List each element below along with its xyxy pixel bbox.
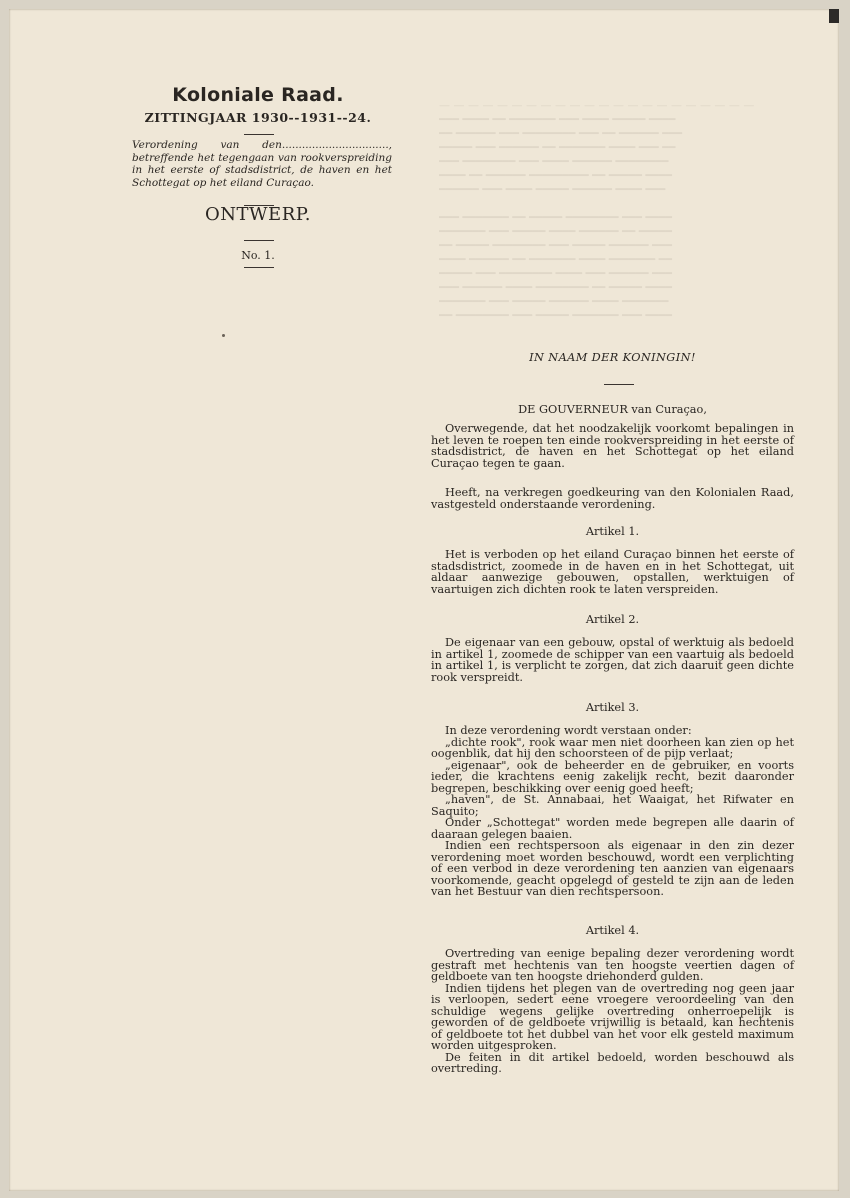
article-1-heading: Artikel 1.	[585, 525, 640, 538]
preamble-paragraph: Overwegende, dat het noodzakelijk voorkomt bepalingen in het leven te roepen ten einde rookverspreiding in het eerste of stadsdistrict, de haven en het Schottegat op het eiland Curaçao tegen te gaan.	[431, 422, 794, 470]
article-3-paragraph: Onder „Schottegat" worden mede begrepen alle daarin of daaraan gelegen baaien.	[431, 816, 794, 841]
draft-rule	[244, 240, 274, 241]
draft-number: No. 1.	[241, 249, 275, 262]
article-4-body	[431, 948, 794, 1075]
article-3-heading: Artikel 3.	[585, 701, 640, 714]
session-year: ZITTINGJAAR 1930--1931--24.	[144, 110, 372, 125]
article-4-paragraph: Overtreding van eenige bepaling dezer verordening wordt gestraft met hechtenis van ten hoogste veertien dagen of geldboete van ten hoogste driehonderd gulden.	[431, 947, 794, 983]
header-rule	[244, 134, 274, 135]
article-4-heading: Artikel 4.	[585, 924, 640, 937]
article-3-body	[431, 725, 794, 898]
article-3-paragraph: „eigenaar", ook de beheerder en de gebruiker, en voorts ieder, die krachtens eenig zakelijk recht, bezit daaronder begrepen, beschikking over eenig goed heeft;	[431, 758, 794, 795]
invocation: IN NAAM DER KONINGIN!	[529, 351, 696, 364]
enactment-paragraph: Heeft, na verkregen goedkeuring van den Kolonialen Raad, vastgesteld onderstaande verordening.	[431, 486, 794, 511]
article-2-paragraph: De eigenaar van een gebouw, opstal of werktuig als bedoeld in artikel 1, zoomede de schipper van een vaartuig als bedoeld in artikel 1, is verplicht te zorgen, dat zich daaruit geen dichte rook verspreidt.	[431, 636, 794, 684]
ordinance-description: Verordening van den................................, betreffende het tegengaan van rookverspreiding in het eerste of stadsdistrict, de haven en het Schottegat op het eiland Curaçao.	[132, 139, 392, 189]
article-3-paragraph: In deze verordening wordt verstaan onder:	[445, 724, 692, 737]
article-4-paragraph: Indien tijdens het plegen van de overtreding nog geen jaar is verloopen, sedert eene vroegere veroordeeling van den schuldige wegens gelijke overtreding onherroepelijk is geworden of de geldboete vrijwillig is betaald, kan hechtenis of geldboete tot het dubbel van het voor elk gesteld maximum worden uitgesproken.	[431, 981, 794, 1052]
enactment	[431, 487, 794, 510]
article-1-body	[431, 549, 794, 595]
article-2-heading: Artikel 2.	[585, 613, 640, 626]
preamble	[431, 423, 794, 469]
number-rule	[244, 267, 274, 268]
article-3-paragraph: „haven", de St. Annabaai, het Waaigat, het Rifwater en Saquito;	[431, 793, 794, 818]
article-3-paragraph: „dichte rook", rook waar men niet doorheen kan zien op het oogenblik, dat hij den schoorsteen of de pijp verlaat;	[431, 735, 794, 760]
invocation-rule	[604, 384, 634, 385]
article-3-paragraph: Indien een rechtspersoon als eigenaar in den zin dezer verordening moet worden beschouwd, wordt een verplichting of een verbod in deze verordening ten aanzien van eigenaars voorkomende, geacht opgelegd of gesteld te zijn aan de leden van het Bestuur van dien rechtspersoon.	[431, 839, 794, 898]
article-4-paragraph: De feiten in dit artikel bedoeld, worden beschouwd als overtreding.	[431, 1050, 794, 1075]
article-2-body	[431, 637, 794, 683]
council-title: Koloniale Raad.	[172, 84, 344, 106]
scan-corner-mark	[829, 9, 839, 23]
governor-line: DE GOUVERNEUR van Curaçao,	[518, 403, 707, 416]
article-1-paragraph: Het is verboden op het eiland Curaçao binnen het eerste of stadsdistrict, zoomede in de haven en in het Schottegat, uit aldaar aanwezige gebouwen, opstallen, werktuigen of vaartuigen zich dichten rook te laten verspreiden.	[431, 548, 794, 596]
bleed-through-texture: — — — — — — — — — — — — — — — — — — — — — — ━━━ ━━━━ ━━ ━━━━━━━ ━━━ ━━━━ ━━━━━ ━━━━ ━━ ━━━━━━ ━━━ ━━━━━━━━ ━━━ ━━ ━━━━━━ ━━━ ━━━━━ ━━━ ━━━━━━ ━━ ━━━━━━━ ━━━━ ━━━ ━━ ━━━ ━━━━━━━━ ━━━ ━━━━ ━━━━━━ ━━━━━━━━ ━━━━ ━━ ━━━━━━ ━━━━━━━━━ ━━ ━━━━━ ━━━━ ━━━━━━ ━━━ ━━━━ ━━━━━ ━━━━━━ ━━━━ ━━━ ━━━ ━━━━━━━ ━━ ━━━━━ ━━━━━━━━ ━━━ ━━━━ ━━━━━━━ ━━━ ━━━━━ ━━━━ ━━━━━━ ━━ ━━━━━ ━━ ━━━━━ ━━━━━━━━ ━━━ ━━━━━ ━━━━━━ ━━━ ━━━━ ━━━━━━ ━━ ━━━━━━━ ━━━━ ━━━━━━━ ━━ ━━━━━ ━━━ ━━━━━━━━ ━━━━ ━━━ ━━━━━━ ━━━ ━━━ ━━━━━━ ━━━━ ━━━━━━━━ ━━ ━━━━━ ━━━━ ━━━━━━━ ━━━ ━━━━━ ━━━━━━ ━━━━ ━━━━━━━ ━━ ━━━━━━━━ ━━━ ━━━━━ ━━━━━━━ ━━━ ━━━━	[439, 99, 755, 322]
draft-label: ONTWERP.	[205, 204, 311, 225]
paper-speck	[222, 334, 225, 337]
